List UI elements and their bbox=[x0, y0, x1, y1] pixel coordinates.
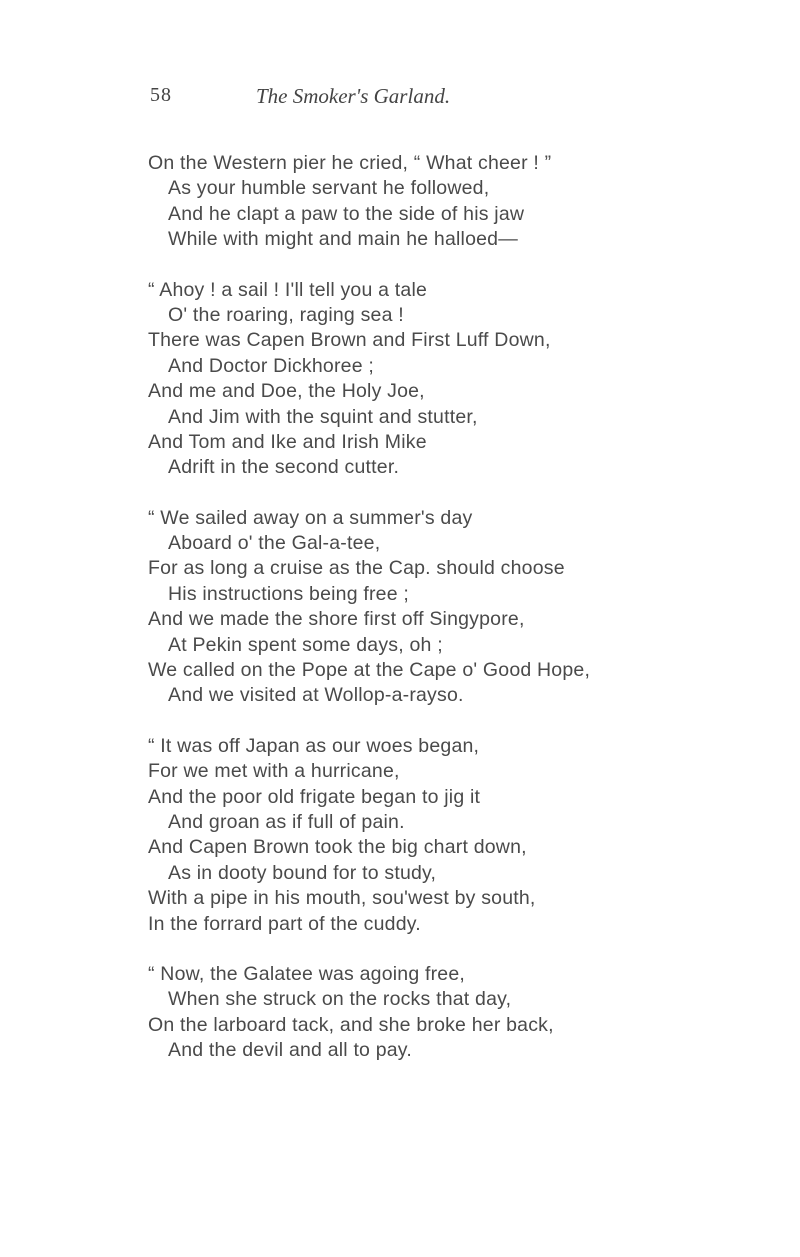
poem-line: And Jim with the squint and stutter, bbox=[168, 405, 478, 428]
stanza bbox=[0, 506, 800, 709]
running-title: The Smoker's Garland. bbox=[256, 84, 451, 108]
poem-line: While with might and main he halloed— bbox=[168, 228, 518, 251]
poem-line: And me and Doe, the Holy Joe, bbox=[148, 380, 425, 403]
poem-line: With a pipe in his mouth, sou'west by south, bbox=[148, 887, 536, 910]
poem-line: “ It was off Japan as our woes began, bbox=[148, 734, 480, 757]
poem-line: When she struck on the rocks that day, bbox=[168, 988, 512, 1011]
poem-line: For we met with a hurricane, bbox=[148, 760, 400, 783]
poem-line: And Doctor Dickhoree ; bbox=[168, 354, 374, 377]
stanza bbox=[0, 962, 800, 1064]
poem-line: As in dooty bound for to study, bbox=[168, 861, 437, 884]
poem-line: Adrift in the second cutter. bbox=[168, 456, 400, 479]
poem-line: And the devil and all to pay. bbox=[168, 1039, 412, 1062]
page-number: 58 bbox=[150, 84, 172, 106]
poem-line: His instructions being free ; bbox=[168, 582, 409, 605]
page-header bbox=[0, 78, 800, 118]
poem-line: On the larboard tack, and she broke her back, bbox=[148, 1013, 554, 1036]
poem-line: And Tom and Ike and Irish Mike bbox=[148, 430, 427, 453]
poem-line: Aboard o' the Gal-a-tee, bbox=[168, 532, 381, 555]
poem-line: “ We sailed away on a summer's day bbox=[148, 506, 473, 529]
poem-line: “ Ahoy ! a sail ! I'll tell you a tale bbox=[148, 278, 428, 301]
poem-line: In the forrard part of the cuddy. bbox=[148, 912, 421, 935]
poem-line: And Capen Brown took the big chart down, bbox=[148, 836, 527, 859]
poem-line: And groan as if full of pain. bbox=[168, 810, 405, 833]
stanza bbox=[0, 278, 800, 481]
poem-line: O' the roaring, raging sea ! bbox=[168, 303, 404, 326]
poem-line: “ Now, the Galatee was agoing free, bbox=[148, 962, 466, 985]
stanza bbox=[0, 151, 800, 253]
poem-line: There was Capen Brown and First Luff Down, bbox=[148, 329, 551, 352]
poem-line: And we visited at Wollop-a-rayso. bbox=[168, 684, 464, 707]
poem-body bbox=[0, 151, 800, 1089]
poem-line: And we made the shore first off Singypore, bbox=[148, 608, 525, 631]
poem-line: And he clapt a paw to the side of his jaw bbox=[168, 202, 525, 225]
poem-line: For as long a cruise as the Cap. should choose bbox=[148, 557, 565, 580]
stanza bbox=[0, 734, 800, 937]
poem-line: And the poor old frigate began to jig it bbox=[148, 785, 481, 808]
poem-line: On the Western pier he cried, “ What cheer ! ” bbox=[148, 152, 552, 174]
poem-line: At Pekin spent some days, oh ; bbox=[168, 633, 443, 656]
poem-line: As your humble servant he followed, bbox=[168, 177, 490, 200]
poem-line: We called on the Pope at the Cape o' Good Hope, bbox=[148, 659, 591, 682]
